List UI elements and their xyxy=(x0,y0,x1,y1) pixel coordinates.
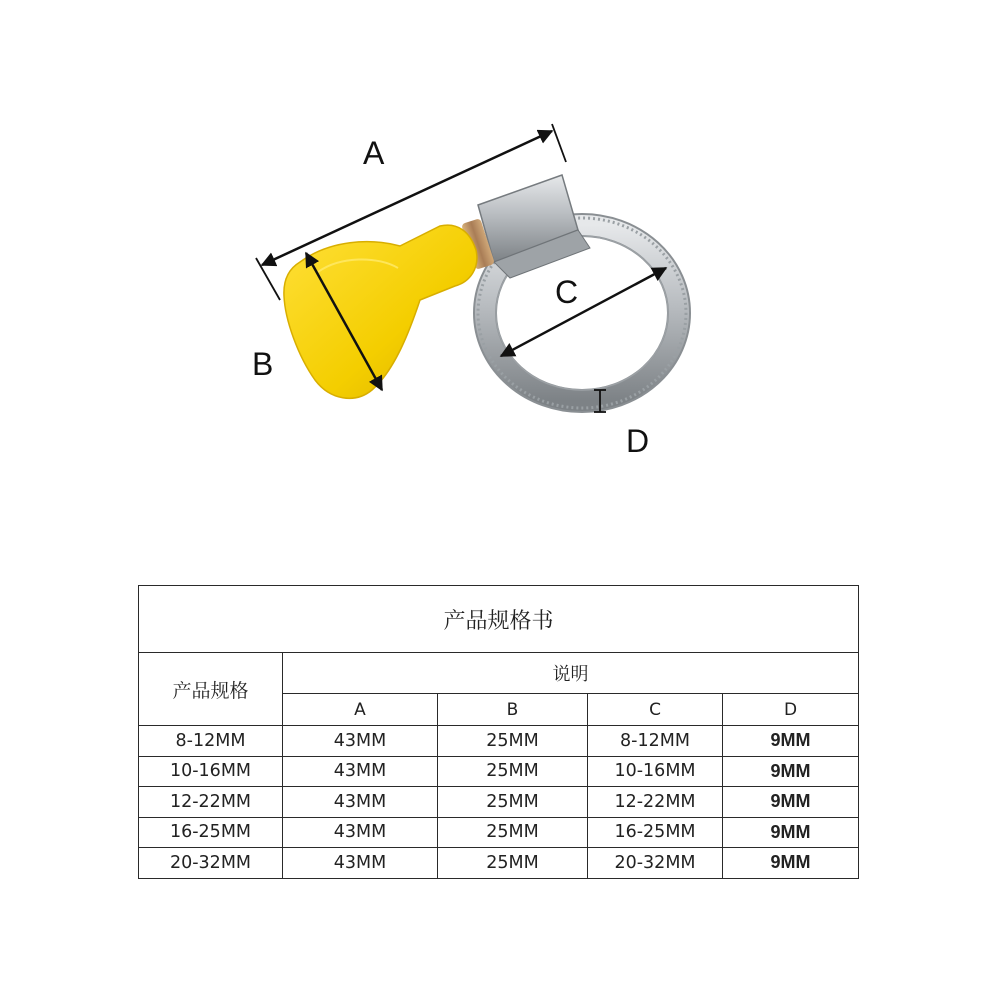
dimension-label-c: C xyxy=(555,274,579,310)
cell-a: 43MM xyxy=(283,848,438,879)
cell-c: 16-25MM xyxy=(588,817,723,848)
cell-spec: 12-22MM xyxy=(139,787,283,818)
cell-b: 25MM xyxy=(438,726,588,757)
column-header-d: D xyxy=(723,694,859,726)
thumb-key xyxy=(284,225,477,398)
cell-a: 43MM xyxy=(283,817,438,848)
cell-b: 25MM xyxy=(438,787,588,818)
column-header-c: C xyxy=(588,694,723,726)
cell-c: 12-22MM xyxy=(588,787,723,818)
dimension-label-b: B xyxy=(252,346,274,382)
cell-b: 25MM xyxy=(438,848,588,879)
cell-d: 9MM xyxy=(723,756,859,787)
column-header-b: B xyxy=(438,694,588,726)
dimension-label-d: D xyxy=(626,423,650,459)
cell-spec: 16-25MM xyxy=(139,817,283,848)
cell-d: 9MM xyxy=(723,726,859,757)
cell-c: 8-12MM xyxy=(588,726,723,757)
cell-a: 43MM xyxy=(283,787,438,818)
cell-b: 25MM xyxy=(438,817,588,848)
cell-c: 10-16MM xyxy=(588,756,723,787)
cell-a: 43MM xyxy=(283,756,438,787)
cell-d: 9MM xyxy=(723,848,859,879)
cell-spec: 8-12MM xyxy=(139,726,283,757)
group-header-row xyxy=(139,653,859,694)
cell-a: 43MM xyxy=(283,726,438,757)
table-row xyxy=(139,726,859,757)
clamp-housing xyxy=(461,175,590,278)
column-header-a: A xyxy=(283,694,438,726)
cell-b: 25MM xyxy=(438,756,588,787)
table-title-row xyxy=(139,586,859,653)
cell-c: 20-32MM xyxy=(588,848,723,879)
dimension-label-a: A xyxy=(363,135,385,171)
cell-d: 9MM xyxy=(723,817,859,848)
spec-column-header: 产品规格 xyxy=(139,653,283,726)
cell-d: 9MM xyxy=(723,787,859,818)
spec-table xyxy=(138,585,859,879)
cell-spec: 10-16MM xyxy=(139,756,283,787)
table-row xyxy=(139,848,859,879)
table-row xyxy=(139,817,859,848)
description-group-header: 说明 xyxy=(283,653,859,694)
dimension-c-line xyxy=(501,268,666,356)
table-row xyxy=(139,787,859,818)
cell-spec: 20-32MM xyxy=(139,848,283,879)
table-title: 产品规格书 xyxy=(139,586,859,653)
table-row xyxy=(139,756,859,787)
